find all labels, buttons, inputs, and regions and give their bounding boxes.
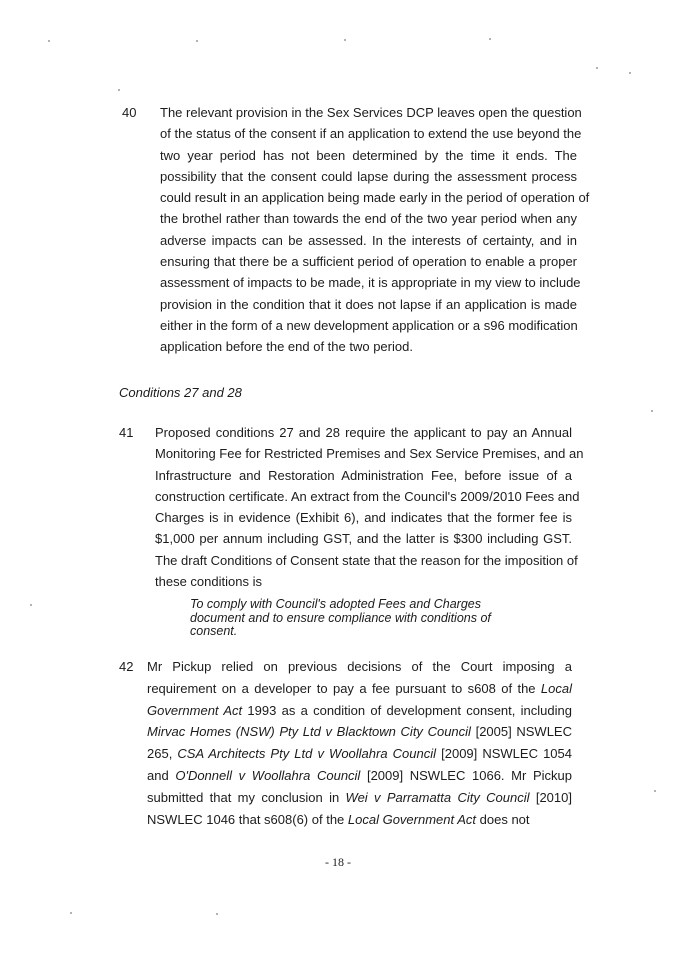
- text-line: of the status of the consent if an application to extend the use beyond the: [160, 126, 582, 142]
- text-line: assessment of impacts to be made, it is appropriate in my view to include: [160, 275, 581, 291]
- text-run: does not: [476, 811, 530, 827]
- scan-speck: [48, 40, 50, 42]
- scan-speck: [651, 410, 653, 412]
- text-run: [2009] NSWLEC 1054 and: [147, 746, 572, 783]
- case-citation: Local Government Act: [347, 811, 477, 827]
- paragraph-text: [160, 102, 590, 358]
- paragraph-number: 42: [119, 659, 134, 674]
- scan-speck: [118, 89, 120, 91]
- case-citation: Wei v Parramatta City Council: [345, 789, 530, 805]
- page-number: - 18 -: [325, 855, 351, 869]
- paragraph-number: 40: [122, 105, 137, 120]
- text-line: Proposed conditions 27 and 28 require the applicant to pay an Annual: [155, 425, 572, 440]
- text-run: [2009] NSWLEC 1066. Mr Pickup submitted that my conclusion in: [147, 767, 572, 805]
- text-line: The relevant provision in the Sex Services DCP leaves open the question: [160, 105, 582, 120]
- paragraph-number: 41: [119, 425, 134, 440]
- text-line: adverse impacts can be assessed. In the interests of certainty, and in: [160, 232, 577, 248]
- case-citation: CSA Architects Pty Ltd v Woollahra Council: [177, 746, 437, 762]
- text-line: Infrastructure and Restoration Administration Fee, before issue of a: [155, 467, 572, 483]
- text-line: ensuring that there be a sufficient period of operation to enable a proper: [160, 254, 577, 270]
- scan-speck: [70, 912, 72, 914]
- scan-speck: [629, 72, 631, 74]
- paragraph-40: [122, 102, 590, 358]
- scan-speck: [596, 67, 598, 69]
- text-line: could result in an application being made early in the period of operation of: [160, 190, 590, 206]
- section-heading: Conditions 27 and 28: [119, 385, 242, 400]
- paragraph-42: [119, 656, 572, 830]
- text-line: either in the form of a new development application or a s96 modification: [160, 317, 578, 333]
- paragraph-text: [155, 422, 584, 592]
- text-line: possibility that the consent could lapse during the assessment process: [160, 168, 577, 184]
- scan-speck: [196, 40, 198, 42]
- text-line: two year period has not been determined by the time it ends. The: [160, 147, 577, 163]
- text-run: Mr Pickup relied on previous decisions of the Court imposing a requirement on a developer to pay a fee pursuant to s608 of the: [147, 659, 572, 696]
- text-run: [2005] NSWLEC 265,: [147, 724, 572, 762]
- text-line: construction certificate. An extract from the Council's 2009/2010 Fees and: [155, 488, 580, 504]
- text-line: provision in the condition that it does not lapse if an application is made: [160, 296, 577, 312]
- text-line: application before the end of the two period.: [160, 339, 413, 355]
- text-run: 1993 as a condition of development consent, including: [242, 702, 572, 718]
- scan-speck: [344, 39, 346, 41]
- paragraph-text: [147, 656, 572, 830]
- text-line: $1,000 per annum including GST, and the latter is $300 including GST.: [155, 531, 572, 547]
- scan-speck: [489, 38, 491, 40]
- text-line: Charges is in evidence (Exhibit 6), and indicates that the former fee is: [155, 510, 572, 526]
- paragraph-41: [119, 422, 584, 592]
- text-line: The draft Conditions of Consent state that the reason for the imposition of: [155, 552, 578, 568]
- text-line: the brothel rather than towards the end of the two year period when any: [160, 211, 577, 227]
- scan-speck: [654, 790, 656, 792]
- text-line: Monitoring Fee for Restricted Premises and Sex Service Premises, and an: [155, 446, 584, 462]
- case-citation: O'Donnell v Woollahra Council: [175, 767, 361, 783]
- text-line: these conditions is: [155, 574, 262, 590]
- case-citation: Local Government Act: [147, 680, 572, 718]
- text-run: [2010] NSWLEC 1046 that s608(6) of the: [147, 789, 572, 827]
- case-citation: Mirvac Homes (NSW) Pty Ltd v Blacktown City Council: [147, 724, 471, 740]
- scan-speck: [30, 604, 32, 606]
- scan-speck: [216, 913, 218, 915]
- block-quote: To comply with Council's adopted Fees and Charges document and to ensure compliance with conditions of consent.: [190, 597, 491, 638]
